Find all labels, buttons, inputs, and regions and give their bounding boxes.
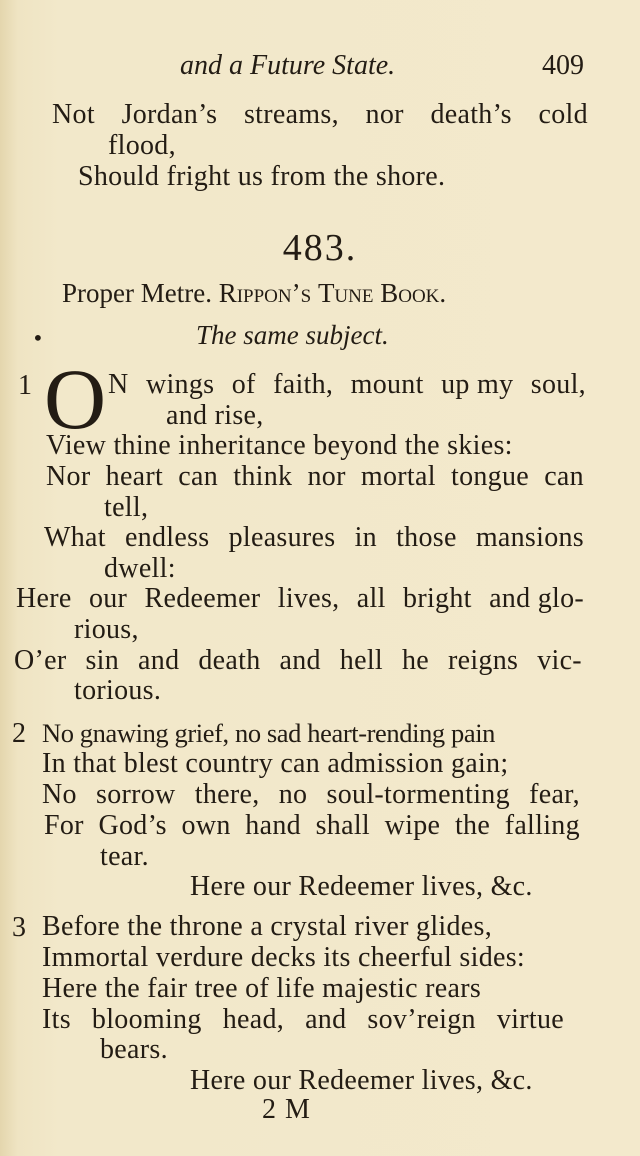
word: God’s bbox=[98, 810, 167, 841]
verse-1-line-9: rious, bbox=[74, 614, 139, 645]
word: and bbox=[138, 645, 180, 676]
verse-2-line-2: In that blest country can admission gain; bbox=[42, 748, 509, 779]
word: tongue bbox=[451, 461, 530, 492]
verse-3-line-3: Here the fair tree of life majestic rears bbox=[42, 973, 482, 1004]
verse-2-line-5: tear. bbox=[100, 841, 149, 872]
word: can bbox=[178, 461, 219, 492]
word: mansions bbox=[475, 522, 584, 553]
word: soul, bbox=[530, 369, 586, 400]
verse-2-refrain: Here our Redeemer lives, &c. bbox=[190, 871, 533, 902]
drop-cap: O bbox=[44, 351, 107, 447]
verse-1-line-5: tell, bbox=[104, 492, 149, 523]
hymn-number: 483. bbox=[282, 227, 358, 269]
word: N bbox=[108, 369, 129, 400]
word: death bbox=[198, 645, 261, 676]
word: hand bbox=[245, 810, 301, 841]
word: sin bbox=[85, 645, 120, 676]
word: Jordan’s bbox=[121, 99, 218, 130]
tune-source-name: Rippon’s bbox=[218, 278, 312, 308]
word: Nor bbox=[46, 461, 91, 492]
word: streams, bbox=[243, 99, 339, 130]
word: virtue bbox=[496, 1004, 564, 1035]
word: head, bbox=[222, 1004, 285, 1035]
word: Here bbox=[16, 583, 72, 614]
word: wipe bbox=[384, 810, 441, 841]
verse-2-line-4 bbox=[44, 811, 580, 841]
verse-1-line-11: torious. bbox=[74, 675, 162, 706]
word: and bbox=[305, 1004, 347, 1035]
word: sov’reign bbox=[367, 1004, 476, 1035]
word: shall bbox=[315, 810, 370, 841]
verse-3-number: 3 bbox=[12, 912, 26, 943]
verse-1-number: 1 bbox=[18, 370, 32, 401]
verse-3-line-1: Before the throne a crystal river glides, bbox=[42, 911, 493, 942]
word: own bbox=[181, 810, 231, 841]
word: and glo- bbox=[489, 583, 584, 614]
hymn-subject: The same subject. bbox=[196, 320, 389, 350]
word: and bbox=[279, 645, 321, 676]
bullet-mark: • bbox=[32, 326, 44, 350]
verse-1-line-3: View thine inheritance beyond the skies: bbox=[46, 430, 513, 461]
word: O’er bbox=[14, 645, 67, 676]
word: can bbox=[544, 461, 584, 492]
hymn-metre-line bbox=[62, 278, 446, 309]
word: soul-tormenting bbox=[326, 779, 510, 810]
word: he bbox=[401, 645, 429, 676]
word: lives, bbox=[277, 583, 340, 614]
previous-hymn-line-3: Should fright us from the shore. bbox=[78, 161, 446, 192]
word: pleasures bbox=[228, 522, 336, 553]
verse-1-line-6 bbox=[44, 523, 584, 553]
word: For bbox=[44, 810, 84, 841]
metre: Proper Metre. bbox=[62, 278, 212, 308]
verse-3-refrain: Here our Redeemer lives, &c. bbox=[190, 1065, 533, 1096]
verse-3-line-5: bears. bbox=[100, 1034, 168, 1065]
verse-1-line-2: and rise, bbox=[166, 400, 264, 431]
verse-3-line-4 bbox=[42, 1005, 564, 1035]
word: endless bbox=[124, 522, 210, 553]
verse-1-line-7: dwell: bbox=[104, 553, 176, 584]
word: No bbox=[42, 779, 77, 810]
verse-2-line-1: No gnawing grief, no sad heart-rending pain bbox=[42, 718, 496, 748]
word: nor bbox=[365, 99, 404, 130]
word: fear, bbox=[529, 779, 580, 810]
word: vic- bbox=[537, 645, 582, 676]
previous-hymn-line-1 bbox=[52, 100, 588, 130]
word: Redeemer bbox=[144, 583, 261, 614]
verse-1-line-8 bbox=[16, 584, 584, 614]
verse-3-line-2: Immortal verdure decks its cheerful sides: bbox=[42, 942, 525, 973]
word: mortal bbox=[360, 461, 436, 492]
page-number: 409 bbox=[542, 50, 584, 81]
previous-hymn-line-2: flood, bbox=[108, 130, 176, 161]
word: Not bbox=[52, 99, 95, 130]
word: there, bbox=[194, 779, 260, 810]
word: no bbox=[278, 779, 308, 810]
word: mount bbox=[350, 369, 424, 400]
word: wings bbox=[145, 369, 215, 400]
word: think bbox=[233, 461, 293, 492]
running-title: and a Future State. bbox=[180, 50, 396, 81]
word: faith, bbox=[273, 369, 334, 400]
word: bright bbox=[403, 583, 472, 614]
word: the bbox=[454, 810, 491, 841]
verse-1-line-10 bbox=[14, 646, 582, 676]
verse-2-number: 2 bbox=[12, 718, 26, 749]
word: of bbox=[231, 369, 256, 400]
verse-1-line-4 bbox=[46, 462, 584, 492]
word: nor bbox=[307, 461, 346, 492]
word: sorrow bbox=[96, 779, 176, 810]
word: heart bbox=[105, 461, 164, 492]
word: reigns bbox=[447, 645, 519, 676]
tune-source-rest: Tune Book. bbox=[317, 278, 447, 308]
word: blooming bbox=[91, 1004, 202, 1035]
signature-mark: 2 M bbox=[262, 1094, 311, 1125]
word: those bbox=[396, 522, 457, 553]
word: cold bbox=[538, 99, 588, 130]
word: our bbox=[88, 583, 128, 614]
word: hell bbox=[339, 645, 383, 676]
word: up my bbox=[441, 369, 514, 400]
word: all bbox=[356, 583, 386, 614]
word: What bbox=[44, 522, 106, 553]
verse-2-line-3 bbox=[42, 780, 580, 810]
word: death’s bbox=[430, 99, 512, 130]
word: in bbox=[354, 522, 377, 553]
word: Its bbox=[42, 1004, 71, 1035]
verse-1-line-1 bbox=[108, 370, 586, 400]
word: falling bbox=[504, 810, 580, 841]
